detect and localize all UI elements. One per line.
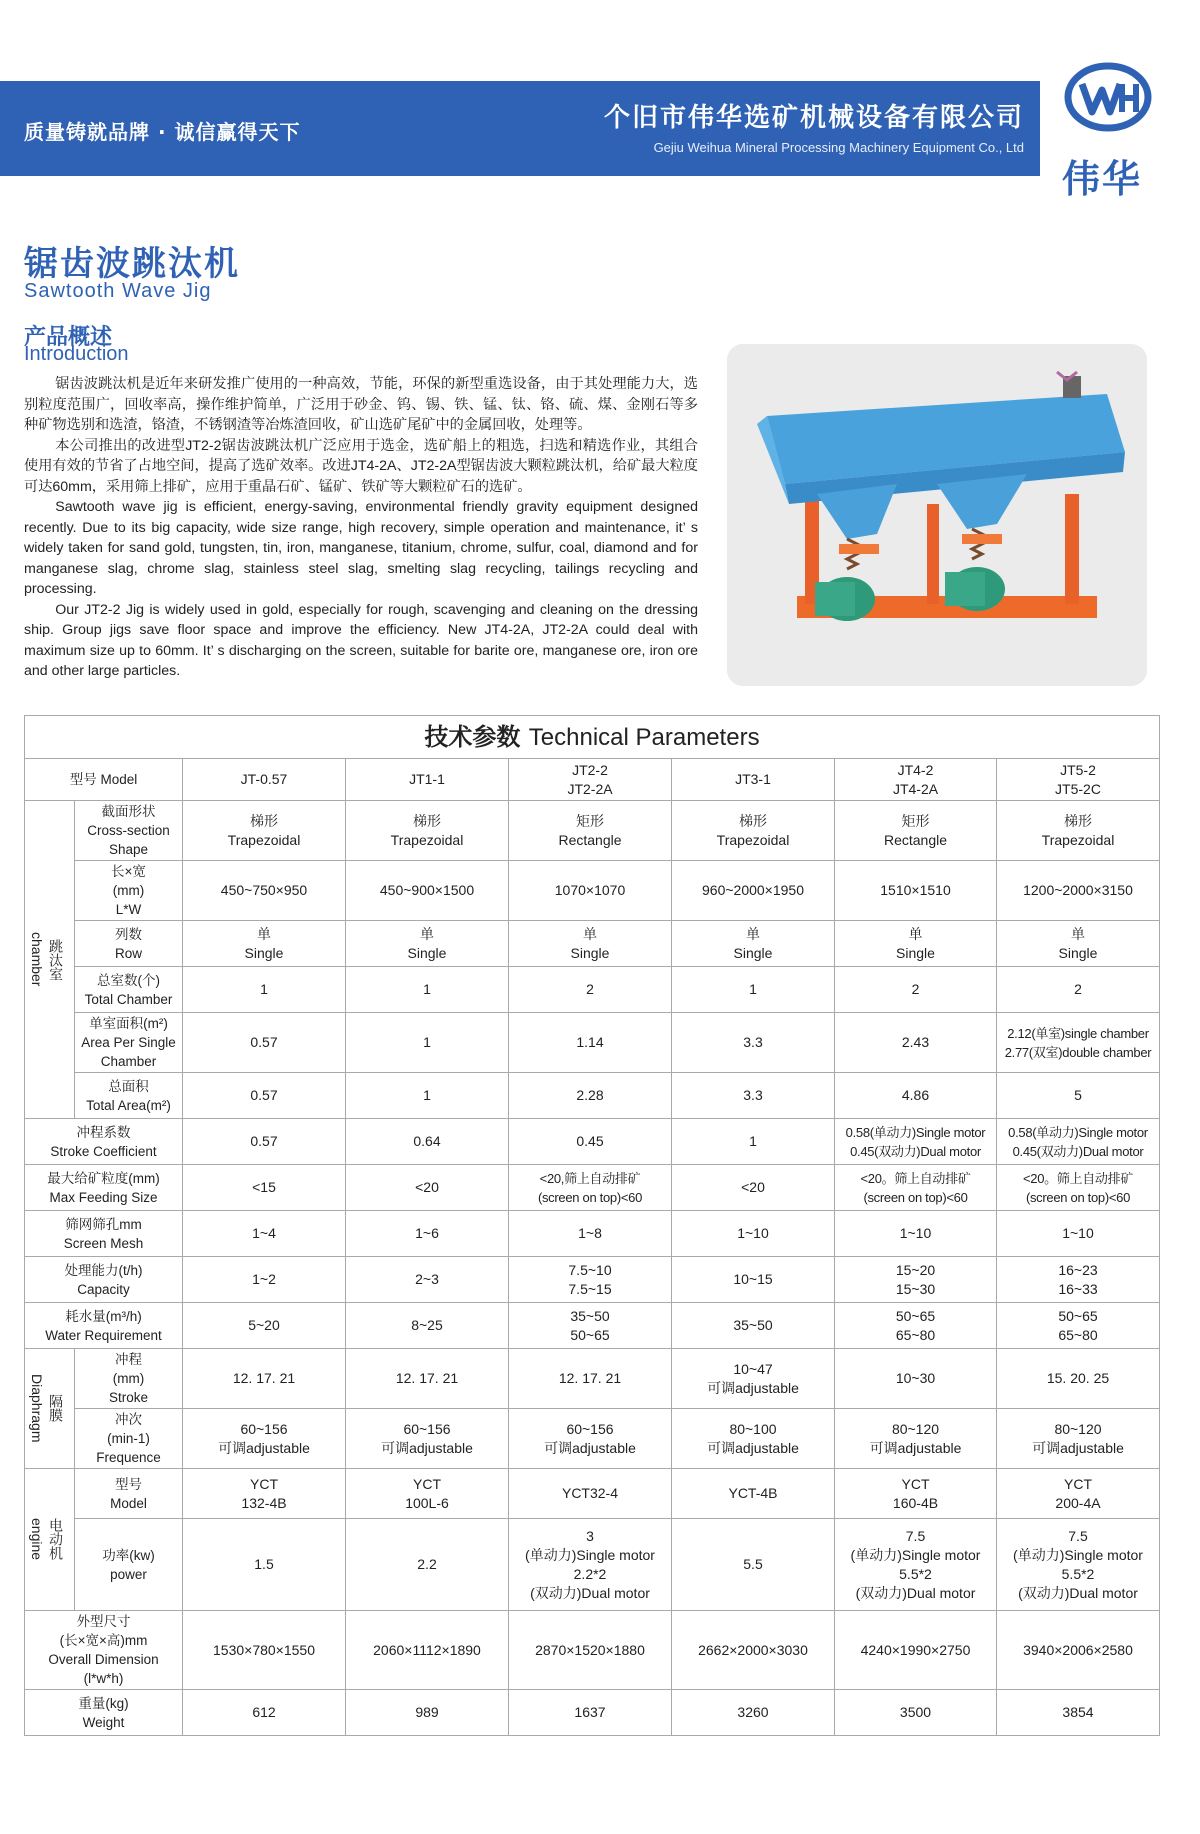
table-cell: 1~10: [835, 1211, 997, 1257]
row-label: 截面形状 Cross-section Shape: [75, 801, 183, 861]
model-cell: JT4-2 JT4-2A: [835, 759, 997, 801]
diaphragm-group: [25, 1349, 1160, 1469]
spec-title-en: Technical Parameters: [528, 723, 760, 751]
table-cell: 2.43: [835, 1013, 997, 1073]
table-cell: 989: [346, 1690, 509, 1736]
table-cell: 单 Single: [672, 921, 835, 967]
table-cell: 单 Single: [346, 921, 509, 967]
table-cell: 7.5 (单动力)Single motor 5.5*2 (双动力)Dual motor: [835, 1519, 997, 1611]
table-cell: 3854: [997, 1690, 1160, 1736]
table-cell: 7.5~10 7.5~15: [509, 1257, 672, 1303]
table-cell: 梯形 Trapezoidal: [672, 801, 835, 861]
table-cell: 3.3: [672, 1073, 835, 1119]
table-cell: 0.57: [183, 1013, 346, 1073]
spec-table: [24, 715, 1160, 1736]
group-label: 隔膜 Diaphragm: [29, 1374, 64, 1443]
group-diaphragm: [25, 1349, 75, 1469]
table-cell: YCT 100L-6: [346, 1469, 509, 1519]
table-cell: 60~156 可调adjustable: [346, 1409, 509, 1469]
table-cell: YCT32-4: [509, 1469, 672, 1519]
table-cell: 0.57: [183, 1073, 346, 1119]
table-cell: <20: [672, 1165, 835, 1211]
table-cell: 2.2: [346, 1519, 509, 1611]
table-cell: 960~2000×1950: [672, 861, 835, 921]
table-cell: 5~20: [183, 1303, 346, 1349]
table-cell: 10~47 可调adjustable: [672, 1349, 835, 1409]
table-cell: 0.58(单动力)Single motor 0.45(双动力)Dual motor: [997, 1119, 1160, 1165]
table-cell: 1070×1070: [509, 861, 672, 921]
table-cell: 1: [346, 1073, 509, 1119]
engine-group: [25, 1469, 1160, 1611]
table-cell: 梯形 Trapezoidal: [997, 801, 1160, 861]
weihua-logo-icon: [1064, 62, 1152, 132]
table-cell: 35~50 50~65: [509, 1303, 672, 1349]
logo-text: 伟华: [1062, 157, 1143, 201]
table-cell: YCT 200-4A: [997, 1469, 1160, 1519]
table-cell: 80~100 可调adjustable: [672, 1409, 835, 1469]
table-cell: 1637: [509, 1690, 672, 1736]
table-cell: 35~50: [672, 1303, 835, 1349]
table-cell: YCT-4B: [672, 1469, 835, 1519]
company-name-en: Gejiu Weihua Mineral Processing Machinery Equipment Co., Ltd: [653, 140, 1024, 155]
table-cell: 0.58(单动力)Single motor 0.45(双动力)Dual motor: [835, 1119, 997, 1165]
table-cell: 12. 17. 21: [183, 1349, 346, 1409]
table-cell: 1530×780×1550: [183, 1611, 346, 1690]
table-cell: 612: [183, 1690, 346, 1736]
table-cell: 1510×1510: [835, 861, 997, 921]
table-cell: 单 Single: [183, 921, 346, 967]
table-cell: 12. 17. 21: [509, 1349, 672, 1409]
table-cell: 1: [672, 1119, 835, 1165]
table-cell: 7.5 (单动力)Single motor 5.5*2 (双动力)Dual motor: [997, 1519, 1160, 1611]
table-cell: 3500: [835, 1690, 997, 1736]
intro-paragraph: 本公司推出的改进型JT2-2锯齿波跳汰机广泛应用于选金，选矿船上的粗选，扫选和精选作业，其组合使用有效的节省了占地空间，提高了选矿效率。改进JT4-2A、JT2-2A型锯齿波大颗粒跳汰机，给矿最大粒度可达60mm，采用筛上排矿，应用于重晶石矿、锰矿、铁矿等大颗粒矿石的选矿。: [24, 437, 698, 495]
table-cell: 2870×1520×1880: [509, 1611, 672, 1690]
intro-text: [24, 374, 698, 682]
group-label: 电动机 engine: [29, 1518, 64, 1561]
table-cell: 0.45: [509, 1119, 672, 1165]
row-label: 总室数(个) Total Chamber: [75, 967, 183, 1013]
table-cell: 450~900×1500: [346, 861, 509, 921]
table-cell: 4240×1990×2750: [835, 1611, 997, 1690]
model-cell: JT1-1: [346, 759, 509, 801]
row-label: 单室面积(m²) Area Per Single Chamber: [75, 1013, 183, 1073]
table-cell: 0.57: [183, 1119, 346, 1165]
table-cell: 单 Single: [835, 921, 997, 967]
table-cell: 1~4: [183, 1211, 346, 1257]
intro-paragraph: Sawtooth wave jig is efficient, energy-saving, environmental friendly gravity equipment designed recently. Due to its big capacity, wide size range, high recovery, simple operation and maintenance, it’ s widely taken for sand gold, tungsten, tin, iron, manganese, titanium, chrome, sulfur, coal, diamond and for manganese slag, chrome slag, stainless steel slag, smelting slag recycling, tailings recycling and processing.: [24, 499, 698, 597]
table-cell: 3260: [672, 1690, 835, 1736]
table-cell: 16~23 16~33: [997, 1257, 1160, 1303]
table-cell: 2: [835, 967, 997, 1013]
group-chamber: [25, 801, 75, 1119]
spec-table-title: [25, 716, 1160, 759]
model-cell: JT2-2 JT2-2A: [509, 759, 672, 801]
company-name-cn: 个旧市伟华选矿机械设备有限公司: [603, 103, 1024, 133]
intro-paragraph: Our JT2-2 Jig is widely used in gold, especially for rough, scavenging and cleaning on the dressing ship. Group jigs save floor space and improve the efficiency. New JT4-2A, JT2-2A could deal with maximum size up to 60mm. It’ s discharging on the screen, suitable for barite ore, manganese ore, iron ore and other large particles.: [24, 601, 698, 679]
table-cell: 单 Single: [997, 921, 1160, 967]
table-cell: 50~65 65~80: [997, 1303, 1160, 1349]
table-cell: 梯形 Trapezoidal: [183, 801, 346, 861]
row-label: 功率(kw) power: [75, 1519, 183, 1611]
row-label: 列数 Row: [75, 921, 183, 967]
model-cell: JT5-2 JT5-2C: [997, 759, 1160, 801]
row-label: 总面积 Total Area(m²): [75, 1073, 183, 1119]
table-cell: 5: [997, 1073, 1160, 1119]
table-cell: 1: [183, 967, 346, 1013]
product-photo: [727, 344, 1147, 686]
table-cell: <20。筛上自动排矿 (screen on top)<60: [997, 1165, 1160, 1211]
table-cell: 矩形 Rectangle: [835, 801, 997, 861]
table-cell: YCT 132-4B: [183, 1469, 346, 1519]
table-cell: 梯形 Trapezoidal: [346, 801, 509, 861]
row-label: 重量(kg) Weight: [25, 1690, 183, 1736]
table-cell: 1~8: [509, 1211, 672, 1257]
table-cell: 60~156 可调adjustable: [509, 1409, 672, 1469]
table-cell: 12. 17. 21: [346, 1349, 509, 1409]
row-label: 冲次 (min-1) Frequence: [75, 1409, 183, 1469]
row-label: 筛网筛孔mm Screen Mesh: [25, 1211, 183, 1257]
table-cell: 4.86: [835, 1073, 997, 1119]
table-cell: 3.3: [672, 1013, 835, 1073]
table-cell: 10~30: [835, 1349, 997, 1409]
table-cell: 1: [346, 967, 509, 1013]
table-cell: 1~10: [997, 1211, 1160, 1257]
table-cell: 3 (单动力)Single motor 2.2*2 (双动力)Dual motor: [509, 1519, 672, 1611]
table-cell: 2: [997, 967, 1160, 1013]
jig-machine-image: [727, 344, 1147, 686]
row-label: 冲程系数 Stroke Coefficient: [25, 1119, 183, 1165]
slogan: 质量铸就品牌 · 诚信赢得天下: [24, 120, 301, 144]
table-cell: 50~65 65~80: [835, 1303, 997, 1349]
table-cell: 3940×2006×2580: [997, 1611, 1160, 1690]
table-cell: 10~15: [672, 1257, 835, 1303]
intro-heading-en: Introduction: [24, 343, 129, 365]
row-label: 处理能力(t/h) Capacity: [25, 1257, 183, 1303]
table-cell: 1.14: [509, 1013, 672, 1073]
table-cell: 2.12(单室)single chamber 2.77(双室)double chamber: [997, 1013, 1160, 1073]
row-label: 型号 Model: [75, 1469, 183, 1519]
row-label: 外型尺寸 (长×宽×高)mm Overall Dimension (l*w*h): [25, 1611, 183, 1690]
table-cell: 2060×1112×1890: [346, 1611, 509, 1690]
table-cell: <20: [346, 1165, 509, 1211]
table-cell: 1: [672, 967, 835, 1013]
table-cell: 15. 20. 25: [997, 1349, 1160, 1409]
table-cell: 1: [346, 1013, 509, 1073]
table-cell: <20。筛上自动排矿 (screen on top)<60: [835, 1165, 997, 1211]
table-cell: <20,筛上自动排矿 (screen on top)<60: [509, 1165, 672, 1211]
chamber-group: [25, 801, 1160, 1119]
table-cell: 450~750×950: [183, 861, 346, 921]
group-engine: [25, 1469, 75, 1611]
table-cell: 80~120 可调adjustable: [835, 1409, 997, 1469]
row-label: 冲程 (mm) Stroke: [75, 1349, 183, 1409]
spec-table-wrapper: [24, 715, 1159, 1736]
table-cell: 0.64: [346, 1119, 509, 1165]
intro-paragraph: 锯齿波跳汰机是近年来研发推广使用的一种高效，节能，环保的新型重选设备，由于其处理能力大，选别粒度范围广，回收率高，操作维护简单，广泛用于砂金、钨、锡、铁、锰、钛、铬、硫、煤、金刚石等多种矿物选别和选渣，铬渣，不锈钢渣等冶炼渣回收，矿山选矿尾矿中的金属回收，处理等。: [24, 376, 698, 433]
model-cell: JT-0.57: [183, 759, 346, 801]
table-cell: 60~156 可调adjustable: [183, 1409, 346, 1469]
spec-title-cn: 技术参数: [424, 722, 521, 751]
table-cell: 2.28: [509, 1073, 672, 1119]
row-label: 耗水量(m³/h) Water Requirement: [25, 1303, 183, 1349]
table-cell: 5.5: [672, 1519, 835, 1611]
model-cell: JT3-1: [672, 759, 835, 801]
table-cell: 1.5: [183, 1519, 346, 1611]
table-cell: 15~20 15~30: [835, 1257, 997, 1303]
table-cell: 1200~2000×3150: [997, 861, 1160, 921]
table-cell: 1~10: [672, 1211, 835, 1257]
table-cell: YCT 160-4B: [835, 1469, 997, 1519]
intro-heading-cn: 产品概述: [24, 325, 113, 350]
table-cell: 2662×2000×3030: [672, 1611, 835, 1690]
row-label: 长×宽 (mm) L*W: [75, 861, 183, 921]
table-cell: 单 Single: [509, 921, 672, 967]
table-cell: <15: [183, 1165, 346, 1211]
table-cell: 2~3: [346, 1257, 509, 1303]
table-cell: 8~25: [346, 1303, 509, 1349]
model-label: 型号 Model: [25, 759, 183, 801]
product-title-en: Sawtooth Wave Jig: [24, 280, 212, 302]
product-title-cn: 锯齿波跳汰机: [24, 244, 240, 284]
group-label: 跳汰室 chamber: [29, 932, 64, 987]
table-cell: 80~120 可调adjustable: [997, 1409, 1160, 1469]
table-cell: 1~6: [346, 1211, 509, 1257]
row-label: 最大给矿粒度(mm) Max Feeding Size: [25, 1165, 183, 1211]
table-cell: 1~2: [183, 1257, 346, 1303]
table-cell: 矩形 Rectangle: [509, 801, 672, 861]
table-cell: 2: [509, 967, 672, 1013]
